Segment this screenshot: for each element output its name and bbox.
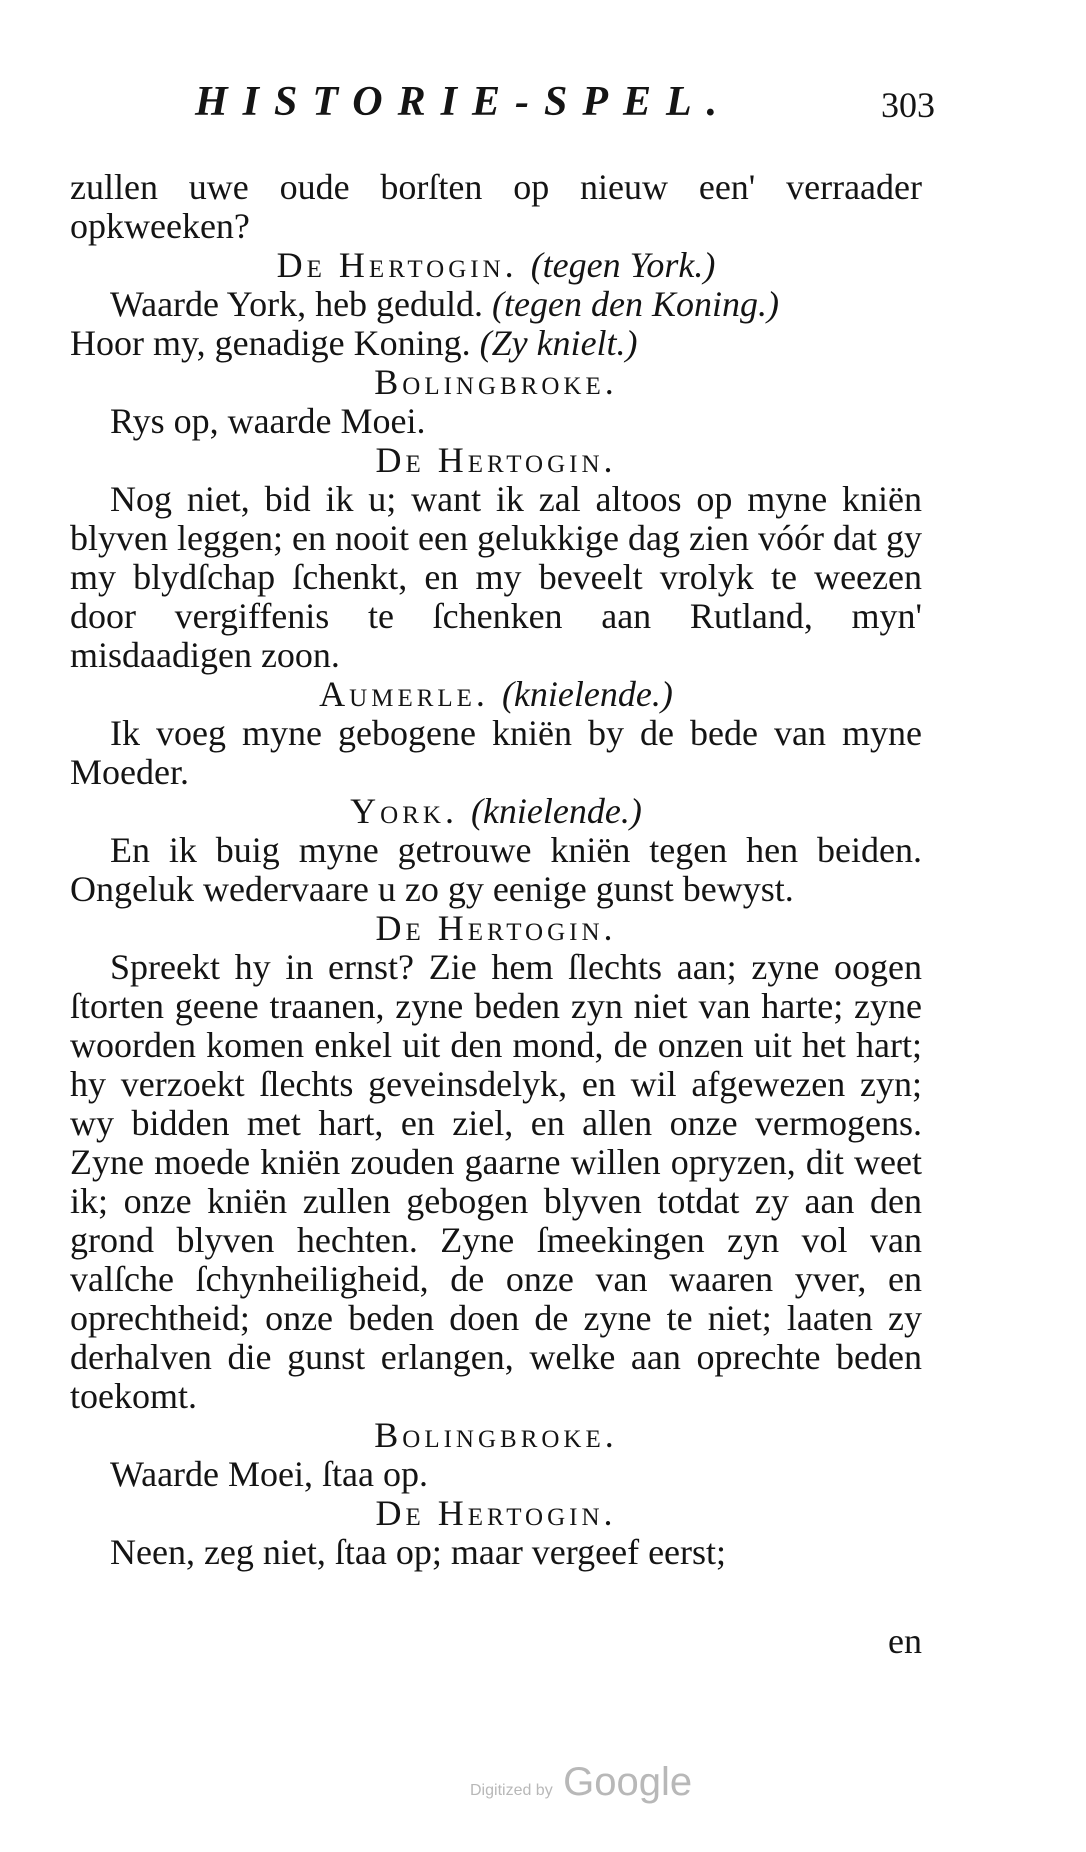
speaker-name: Bolingbroke. [374,362,618,402]
text-paragraph: Waarde Moei, ſtaa op. [110,1454,428,1494]
text-paragraph: Nog niet, bid ik u; want ik zal altoos op myne kniën blyven leggen; en nooit een gelukkige dag zien vóór dat gy my blydſchap ſchenkt, en my beveelt vrolyk te weezen door vergiffenis te ſchenken aan Rutland, myn' misdaadigen zoon. [70,479,922,675]
text-paragraph [70,285,922,363]
speaker-heading [70,441,922,480]
speaker-name: Aumerle. [319,674,489,714]
stage-direction: (Zy knielt.) [479,323,638,363]
speaker-heading [70,909,922,948]
text-paragraph: En ik buig myne getrouwe kniën tegen hen beiden. Ongeluk wedervaare u zo gy eenige gunst bewyst. [70,830,922,909]
speaker-name: De Hertogin. [375,908,617,948]
text-span: Waarde York, heb geduld. [110,284,484,324]
stage-direction: (knielende.) [470,791,642,831]
body-text [70,168,922,1572]
speaker-name: De Hertogin. [276,245,518,285]
page-number: 303 [881,85,935,125]
speaker-name: York. [350,791,458,831]
watermark-prefix: Digitized by [470,1782,553,1799]
speaker-name: Bolingbroke. [374,1415,618,1455]
speaker-heading [70,1494,922,1533]
speaker-heading [70,363,922,402]
speaker-name: De Hertogin. [375,440,617,480]
catchword: en [888,1621,922,1661]
text-paragraph: Ik voeg myne gebogene kniën by de bede van myne Moeder. [70,713,922,792]
speaker-heading [70,792,922,831]
google-logo: Google [563,1760,693,1804]
page-header [195,78,935,128]
text-span: Hoor my, genadige Koning. [70,323,471,363]
stage-direction: (knielende.) [501,674,673,714]
speaker-heading [70,1416,922,1455]
speaker-heading [70,246,922,285]
digitization-watermark [470,1760,692,1805]
text-paragraph: zullen uwe oude borſten op nieuw een' verraader opkweeken? [70,167,922,246]
stage-direction: (tegen den Koning.) [492,284,779,324]
speaker-name: De Hertogin. [375,1493,617,1533]
running-title: HISTORIE-SPEL. [195,79,733,125]
speaker-heading [70,675,922,714]
text-paragraph: Spreekt hy in ernst? Zie hem ſlechts aan; zyne oogen ſtorten geene traanen, zyne beden zyn niet van harte; zyne woorden komen enkel uit den mond, de onzen uit het hart; hy verzoekt ſlechts geveinsdelyk, en wil afgewezen zyn; wy bidden met hart, en ziel, en allen onze vermogens. Zyne moede kniën zouden gaarne willen opryzen, dit weet ik; onze kniën zullen gebogen blyven totdat zy aan den grond blyven hechten. Zyne ſmeekingen zyn vol van valſche ſchynheiligheid, de onze van waaren yver, en oprechtheid; onze beden doen de zyne te niet; laaten zy derhalven die gunst erlangen, welke aan oprechte beden toekomt. [70,947,922,1416]
stage-direction: (tegen York.) [530,245,716,285]
text-paragraph: Neen, zeg niet, ſtaa op; maar vergeef eerst; [110,1532,727,1572]
text-paragraph: Rys op, waarde Moei. [110,401,426,441]
